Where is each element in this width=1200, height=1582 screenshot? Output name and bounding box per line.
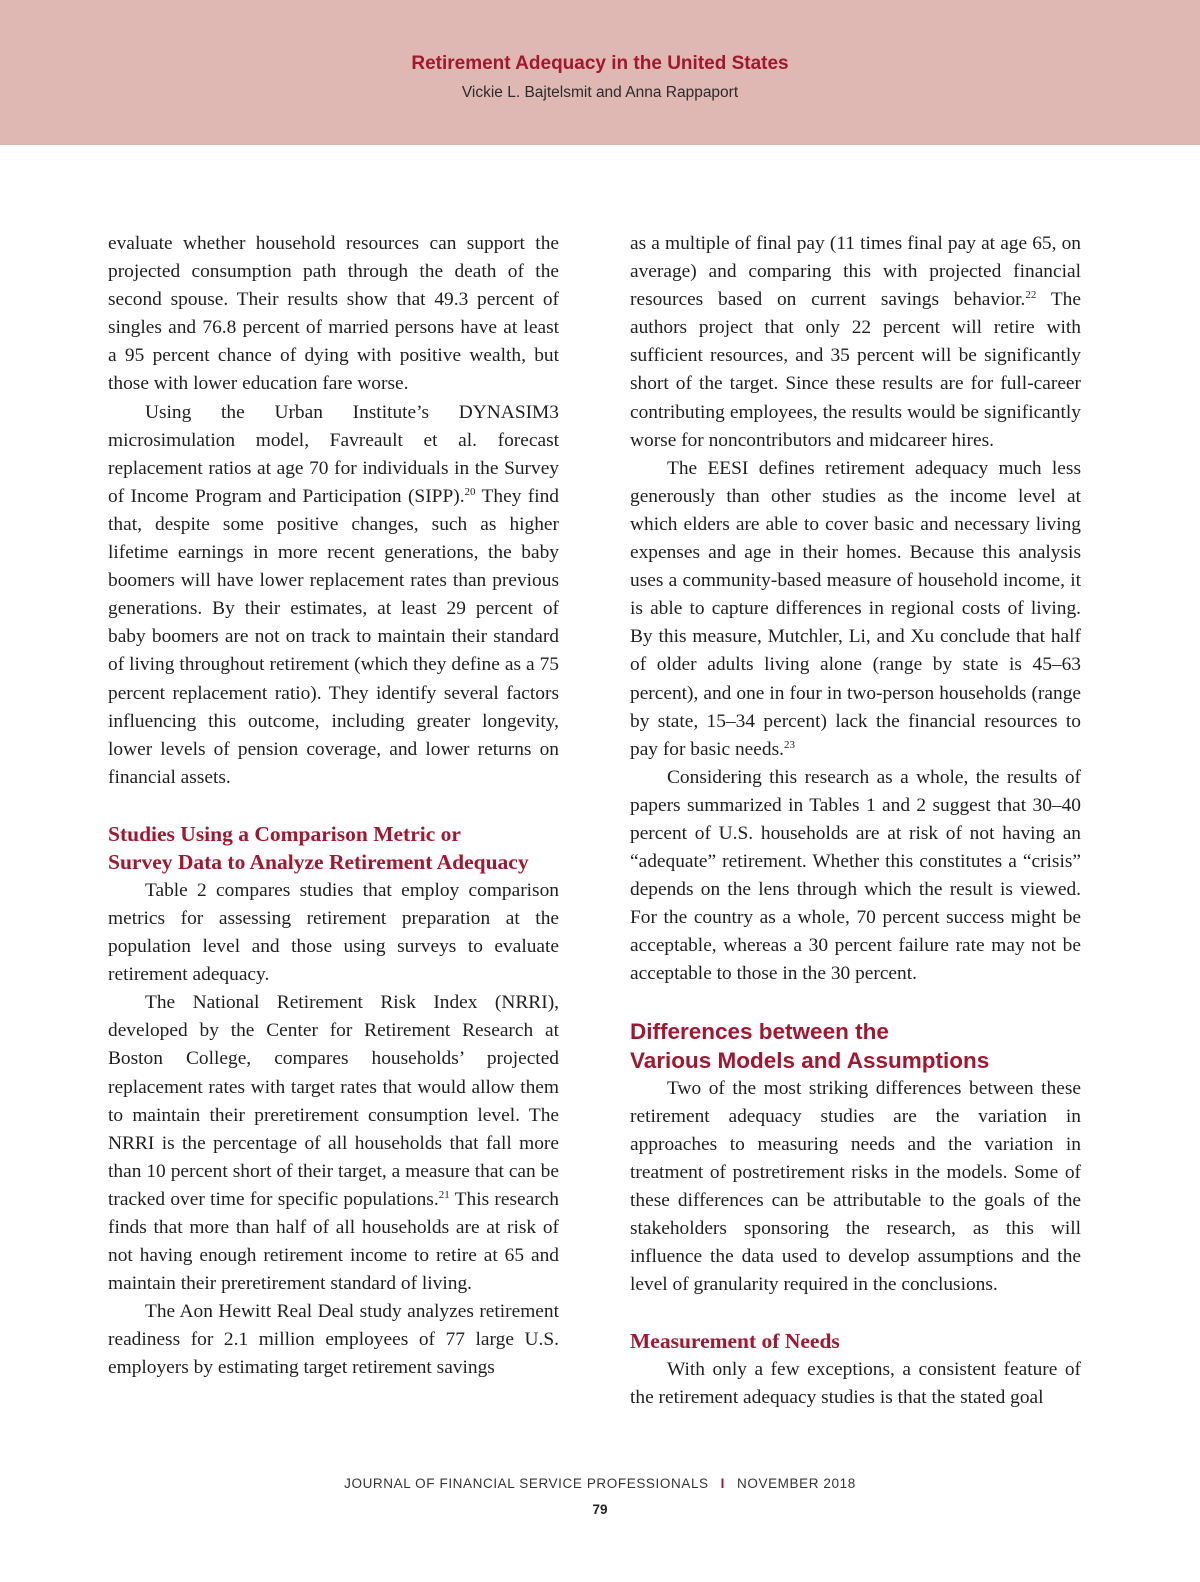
- footnote-ref-20: 20: [464, 485, 476, 498]
- heading-line-1: Differences between the: [630, 1018, 889, 1044]
- left-paragraph-1: evaluate whether household resources can support the projected consumption path through the death of the second spouse. Their results show that 49.3 percent of singles and 76.8 percent of married persons have at least a 95 percent chance of dying with positive wealth, but those with lower education fare worse.: [108, 233, 559, 395]
- section-heading-differences: [630, 1017, 1081, 1075]
- right-paragraph-3: Considering this research as a whole, the results of papers summarized in Tables 1 and 2 suggest that 30–40 percent of U.S. households are at risk of not having an “adequate” retirement. Whether this constitutes a “crisis” depends on the lens through which the result is viewed. For the country as a whole, 70 percent success might be acceptable, whereas a 30 percent failure rate may not be acceptable to those in the 30 percent.: [630, 766, 1081, 985]
- right-paragraph-5: With only a few exceptions, a consistent feature of the retirement adequacy studies is that the stated goal: [630, 1358, 1081, 1408]
- left-paragraph-4: [108, 989, 559, 1298]
- left-paragraph-5: The Aon Hewitt Real Deal study analyzes retirement readiness for 2.1 million employees of 77 large U.S. employers by estimating target retirement savings: [108, 1301, 559, 1379]
- section-heading-comparison-metric: [108, 820, 559, 877]
- heading-line-2: Survey Data to Analyze Retirement Adequacy: [108, 850, 529, 875]
- right-paragraph-1-text-b: The authors project that only 22 percent will retire with sufficient resources, and 35 percent will be significantly short of the target. Since these results are for full-career contributing employees, the results would be significantly worse for noncontributors and midcareer hires.: [630, 289, 1081, 451]
- right-paragraph-2-text: The EESI defines retirement adequacy much less generously than other studies as the income level at which elders are able to cover basic and necessary living expenses and age in their homes. Because this analysis uses a community-based measure of household income, it is able to capture differences in regional costs of living. By this measure, Mutchler, Li, and Xu conclude that half of older adults living alone (range by state is 45–63 percent), and one in four in two-person households (range by state, 15–34 percent) lack the financial resources to pay for basic needs.: [630, 457, 1081, 760]
- right-column: [630, 230, 1081, 1412]
- section-gap: [630, 1299, 1081, 1327]
- header-band: [0, 0, 1200, 145]
- footnote-ref-21: 21: [438, 1188, 450, 1201]
- left-paragraph-3: Table 2 compares studies that employ comparison metrics for assessing retirement preparation at the population level and those using surveys to evaluate retirement adequacy.: [108, 879, 559, 986]
- footnote-ref-23: 23: [784, 738, 795, 751]
- article-authors: Vickie L. Bajtelsmit and Anna Rappaport: [461, 84, 739, 101]
- left-paragraph-2-text-b: They find that, despite some positive changes, such as higher lifetime earnings in more recent generations, the baby boomers will have lower replacement rates than previous generations. By their estimates, at least 29 percent of baby boomers are not on track to maintain their standard of living throughout retirement (which they define as a 75 percent replacement ratio). They identify several factors influencing this outcome, including greater longevity, lower levels of pension coverage, and lower returns on financial assets.: [108, 485, 559, 788]
- issue-date: NOVEMBER 2018: [737, 1476, 856, 1491]
- subsection-heading-measurement-of-needs: Measurement of Needs: [630, 1329, 840, 1354]
- left-paragraph-4-text-a: The National Retirement Risk Index (NRRI), developed by the Center for Retirement Research at Boston College, compares households’ projected replacement rates with target rates that would allow them to maintain their preretirement consumption level. The NRRI is the percentage of all households that fall more than 10 percent short of their target, a measure that can be tracked over time for specific populations.: [108, 992, 559, 1210]
- footer-separator: I: [720, 1476, 726, 1491]
- heading-line-2: Various Models and Assumptions: [630, 1047, 990, 1073]
- left-column: [108, 230, 559, 1383]
- right-paragraph-4: Two of the most striking differences between these retirement adequacy studies are the variation in approaches to measuring needs and the variation in treatment of postretirement risks in the models. Some of these differences can be attributable to the goals of the stakeholders sponsoring the research, as this will influence the data used to develop assumptions and the level of granularity required in the conclusions.: [630, 1077, 1081, 1296]
- heading-line-1: Studies Using a Comparison Metric or: [108, 821, 461, 846]
- article-title: Retirement Adequacy in the United States: [411, 53, 789, 74]
- page-number: 79: [592, 1502, 608, 1517]
- footnote-ref-22: 22: [1025, 289, 1037, 302]
- journal-name: JOURNAL OF FINANCIAL SERVICE PROFESSIONALS: [344, 1476, 709, 1491]
- right-paragraph-1: [630, 230, 1081, 455]
- left-paragraph-2: [108, 399, 559, 792]
- right-paragraph-2: [630, 455, 1081, 764]
- left-paragraph-4-text-b: This research finds that more than half of all households are at risk of not having enough retirement income to retire at 65 and maintain their preretirement standard of living.: [108, 1188, 560, 1295]
- section-gap: [108, 792, 559, 820]
- left-paragraph-2-text-a: Using the Urban Institute’s DYNASIM3 microsimulation model, Favreault et al. forecast replacement ratios at age 70 for individuals in the Survey of Income Program and Participation (SIPP).: [108, 401, 559, 507]
- section-gap: [630, 989, 1081, 1017]
- journal-footer: [0, 1476, 1200, 1491]
- right-paragraph-1-text-a: as a multiple of final pay (11 times final pay at age 65, on average) and comparing this with projected financial resources based on current savings behavior.: [630, 233, 1081, 311]
